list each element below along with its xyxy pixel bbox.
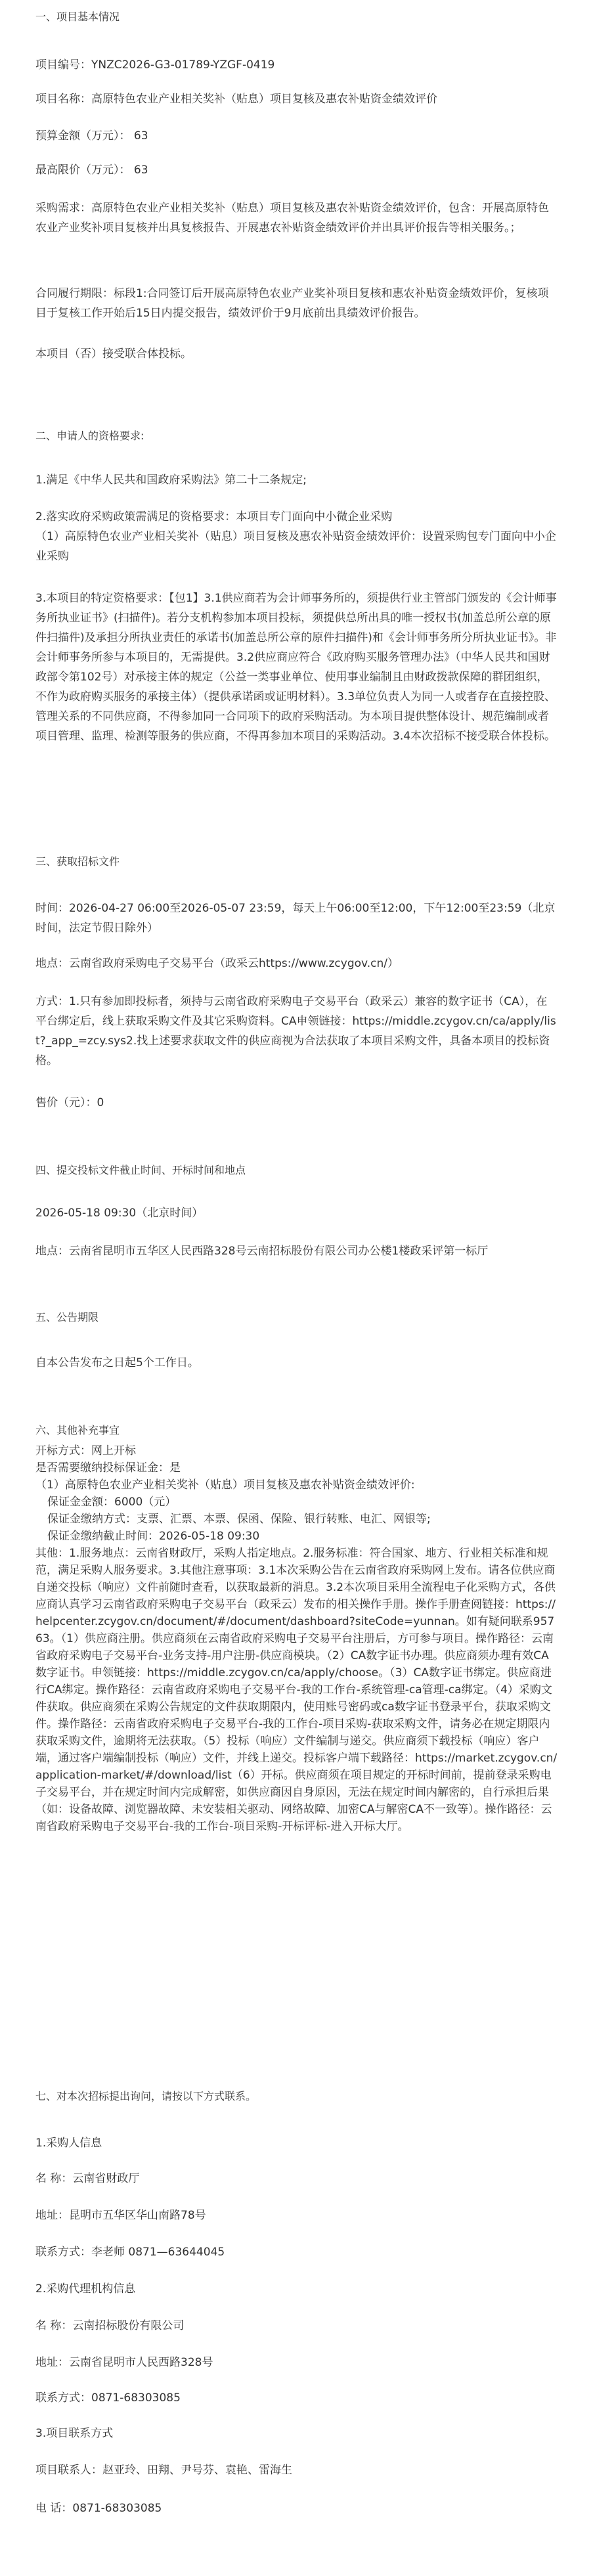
budget-amount: 预算金额（万元）： 63 [35, 129, 148, 143]
section-2-title: 二、申请人的资格要求: [35, 430, 144, 442]
project-number: 项目编号：YNZC2026-G3-01789-YZGF-0419 [35, 58, 275, 72]
doc-method: 方式：1.只有参加即投标者，须持与云南省政府采购电子交易平台（政采云）兼容的数字证书（CA），在平台绑定后，线上获取采购文件及其它采购资料。CA申领链接：https://middle.zcygov.cn/ca/apply/list?_app_=zcy.sys2.找上述要求获取文件的供应商视为合法获取了本项目采购文件，具备本项目的投标资格。 [35, 995, 556, 1067]
contract-period: 合同履行期限：标段1:合同签订后开展高原特色农业产业奖补项目复核和惠农补贴资金绩效评价，复核项目于复核工作开始后15日内提交报告，绩效评价于9月底前出具绩效评价报告。 [35, 287, 549, 320]
project-contact-heading: 3.项目联系方式 [35, 2427, 114, 2440]
qualification-1: 1.满足《中华人民共和国政府采购法》第二十二条规定; [35, 474, 307, 487]
supplement-details: 开标方式：网上开标 是否需要缴纳投标保证金：是 （1）高原特色农业产业相关奖补（贴息）项目复核及惠农补贴资金绩效评价: 保证金金额：6000（元） 保证金缴纳方式：支票、汇票、本票、保函、保险、银行转账、电汇、网银等; 保证金缴纳截止时间：2026-05-18 09:30 其他：1.服务地点：云南省财政厅，采购人指定地点。2.服务标准：符合国家、地方、行业相关标准和规范，满足采购人服务要求。3.其他注意事项：3.1本次采购公告在云南省政府采购网上发布。请各位供应商自递交投标（响应）文件前随时查看，以获取最新的消息。3.2本次项目采用全流程电子化采购方式，各供应商认真学习云南省政府采购电子交易平台（政采云）发布的相关操作手册。操作手册查阅链接：https://helpcenter.zcygov.cn/document/#/document/dashboard?siteCode=yunnan。如有疑问联系95763。（1）供应商注册。供应商须在云南省政府采购电子交易平台注册后，方可参与项目。操作路径：云南省政府采购电子交易平台-业务支持-用户注册-供应商模块。（2）CA数字证书办理。供应商须办理有效CA数字证书。申领链接：https://middle.zcygov.cn/ca/apply/choose。（3）CA数字证书绑定。供应商进行CA绑定。操作路径：云南省政府采购电子交易平台-我的工作台-系统管理-ca管理-ca绑定。（4）采购文件获取。供应商须在采购公告规定的文件获取期限内，使用账号密码或ca数字证书登录平台，获取采购文件。操作路径：云南省政府采购电子交易平台-我的工作台-项目采购-获取采购文件，请务必在规定期限内获取采购文件，逾期将无法获取。（5）投标（响应）文件编制与递交。供应商须下载投标（响应）客户端，通过客户端编制投标（响应）文件，并线上递交。投标客户端下载路径：https://market.zcygov.cn/application-market/#/download/list（6）开标。供应商须在项目规定的开标时间前，提前登录采购电子交易平台，并在规定时间内完成解密，如供应商因自身原因，无法在规定时间内解密的，自行承担后果（如：设备故障、浏览器故障、未安装相关驱动、网络故障、加密CA与解密CA不一致等）。操作路径：云南省政府采购电子交易平台-我的工作台-项目采购-开标评标-进入开标大厅。 [35, 1444, 558, 1833]
buyer-name: 名 称：云南省财政厅 [35, 2172, 140, 2185]
project-name: 项目名称：高原特色农业产业相关奖补（贴息）项目复核及惠农补贴资金绩效评价 [35, 93, 437, 106]
deadline-time: 2026-05-18 09:30（北京时间） [35, 1207, 204, 1220]
agent-name: 名 称：云南招标股份有限公司 [35, 2319, 185, 2332]
doc-price: 售价（元）：0 [35, 1096, 104, 1109]
doc-place: 地点：云南省政府采购电子交易平台（政采云https://www.zcygov.cn/） [35, 957, 399, 970]
section-title: 一、项目基本情况 [35, 11, 120, 23]
buyer-contact: 联系方式：李老师 0871—63644045 [35, 2246, 225, 2259]
section-4-title: 四、提交投标文件截止时间、开标时间和地点 [35, 1164, 246, 1176]
buyer-address: 地址：昆明市五华区华山南路78号 [35, 2209, 206, 2222]
section-1-title [35, 9, 558, 25]
project-contact-phone: 电 话：0871-68303085 [35, 2502, 162, 2515]
opening-place: 地点：云南省昆明市五华区人民西路328号云南招标股份有限公司办公楼1楼政采评第一标厅 [35, 1245, 489, 1258]
max-price: 最高限价（万元）： 63 [35, 164, 148, 177]
agent-heading: 2.采购代理机构信息 [35, 2282, 136, 2296]
section-7-title: 七、对本次招标提出询问，请按以下方式联系。 [35, 2090, 257, 2102]
agent-address: 地址：云南省昆明市人民西路328号 [35, 2356, 213, 2369]
project-contact-people: 项目联系人：赵亚玲、田翔、尹号芬、袁艳、雷海生 [35, 2464, 292, 2477]
notice-period: 自本公告发布之日起5个工作日。 [35, 1356, 199, 1369]
buyer-heading: 1.采购人信息 [35, 2137, 102, 2150]
qualification-2: 2.落实政府采购政策需满足的资格要求：本项目专门面向中小微企业采购 （1）高原特色农业产业相关奖补（贴息）项目复核及惠农补贴资金绩效评价：设置采购包专门面向中小企业采购 [35, 510, 556, 563]
agent-contact: 联系方式：0871-68303085 [35, 2391, 181, 2405]
consortium-note: 本项目（否）接受联合体投标。 [35, 347, 192, 361]
qualification-3: 3.本项目的特定资格要求：【包1】3.1供应商若为会计师事务所的，须提供行业主管部门颁发的《会计师事务所执业证书》(扫描件)。若分支机构参加本项目投标，须提供总所出具的唯一授权书(加盖总所公章的原件扫描件)及承担分所执业责任的承诺书(加盖总所公章的原件扫描件)和《会计师事务所分所执业证书》。非会计师事务所参与本项目的，无需提供。3.2供应商应符合《政府购买服务管理办法》（中华人民共和国财政部令第102号）对承接主体的规定（公益一类事业单位、使用事业编制且由财政拨款保障的群团组织，不作为政府购买服务的承接主体）（提供承诺函或证明材料）。3.3单位负责人为同一人或者存在直接控股、管理关系的不同供应商，不得参加同一合同项下的政府采购活动。为本项目提供整体设计、规范编制或者项目管理、监理、检测等服务的供应商，不得再参加本项目的采购活动。3.4本次招标不接受联合体投标。 [35, 592, 557, 743]
section-3-title: 三、获取招标文件 [35, 855, 120, 868]
section-6-title: 六、其他补充事宜 [35, 1424, 120, 1436]
section-5-title: 五、公告期限 [35, 1311, 99, 1323]
procurement-demand: 采购需求：高原特色农业产业相关奖补（贴息）项目复核及惠农补贴资金绩效评价，包含：开展高原特色农业产业奖补项目复核并出具复核报告、开展惠农补贴资金绩效评价并出具评价报告等相关服务。； [35, 202, 549, 234]
doc-time: 时间：2026-04-27 06:00至2026-05-07 23:59，每天上午06:00至12:00，下午12:00至23:59（北京时间，法定节假日除外） [35, 902, 556, 935]
